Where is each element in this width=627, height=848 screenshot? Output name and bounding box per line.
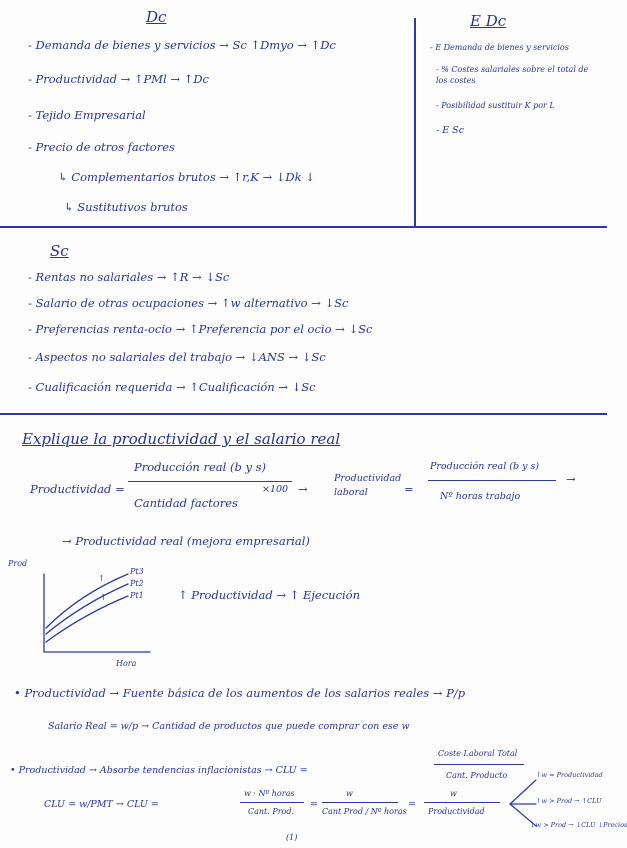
- formula-denominator: Cantidad factores: [134, 496, 238, 510]
- dc-sub-sustitutivos: ↳ Sustitutivos brutos: [64, 200, 188, 214]
- graph-up-arrow-2: ↑: [100, 593, 107, 602]
- clu-eq1: =: [310, 799, 318, 810]
- clu-frac3-den: Productividad: [428, 807, 485, 816]
- clu-numerator: Coste Laboral Total: [438, 749, 518, 758]
- clu-frac2-den: Cant Prod / Nº horas: [322, 807, 407, 816]
- dc-sub-complementarios: ↳ Complementarios brutos → ↑r,K → ↓Dk ↓: [58, 170, 315, 184]
- formula-denominator-2: Nº horas trabajo: [440, 491, 521, 502]
- sc-item-aspectos: - Aspectos no salariales del trabajo → ↓ANS → ↓Sc: [28, 350, 326, 364]
- formula-times-100: ×100: [262, 484, 289, 495]
- edc-item-sustituir: - Posibilidad sustituir K por L: [436, 101, 555, 110]
- sc-item-preferencias: - Preferencias renta-ocio → ↑Preferencia por el ocio → ↓Sc: [28, 322, 373, 336]
- bullet-fuente-salarios: • Productividad → Fuente básica de los aumentos de los salarios reales → P/p: [14, 686, 466, 700]
- productividad-note: → Productividad real (mejora empresarial): [62, 534, 310, 548]
- graph-label-pt3: Pt3: [130, 567, 144, 576]
- graph-label-pt1: Pt1: [130, 591, 144, 600]
- clu-frac1-den: Cant. Prod.: [248, 807, 295, 816]
- clu-line2-lhs: CLU = w/PMT → CLU =: [44, 799, 159, 810]
- dc-title: Dc: [146, 8, 167, 26]
- page-number: (1): [286, 833, 298, 842]
- section-title: Explique la productividad y el salario real: [22, 430, 341, 448]
- sc-title: Sc: [50, 242, 69, 260]
- edc-item-demanda: - E Demanda de bienes y servicios: [430, 43, 569, 52]
- clu-frac2-num: w: [346, 789, 353, 798]
- formula-prod-laboral: Productividad laboral: [334, 473, 402, 499]
- formula-arrow: →: [298, 482, 308, 496]
- clu-denominator: Cant. Producto: [446, 771, 508, 780]
- graph-x-label: Hora: [116, 659, 137, 668]
- formula-arrow-2: →: [566, 472, 576, 486]
- edc-title: E Dc: [470, 12, 507, 30]
- formula-lhs: Productividad =: [30, 482, 125, 496]
- dc-item-precio-factores: - Precio de otros factores: [28, 140, 175, 154]
- edc-item-costes: - % Costes salariales sobre el total de los costes: [436, 65, 589, 86]
- clu-eq2: =: [408, 799, 416, 810]
- dc-item-tejido: - Tejido Empresarial: [28, 108, 146, 122]
- graph-label-pt2: Pt2: [130, 579, 144, 588]
- edc-item-esc: - E Sc: [436, 125, 465, 136]
- branch-w-equal-prod: ↑w = Productividad: [536, 771, 603, 779]
- formula-numerator-2: Producción real (b y s): [430, 461, 540, 472]
- sc-item-rentas: - Rentas no salariales → ↑R → ↓Sc: [28, 270, 230, 284]
- clu-frac3-num: w: [450, 789, 457, 798]
- sc-item-cualificacion: - Cualificación requerida → ↑Cualificación → ↓Sc: [28, 380, 316, 394]
- clu-frac1-num: w · Nº horas: [244, 789, 295, 798]
- bullet-salario-real: Salario Real = w/p → Cantidad de productos que puede comprar con ese w: [48, 721, 410, 732]
- formula-equals: =: [404, 482, 414, 496]
- branch-line-top: [510, 780, 536, 804]
- formula-numerator: Producción real (b y s): [134, 460, 267, 474]
- graph-note: ↑ Productividad → ↑ Ejecución: [178, 588, 361, 602]
- branch-w-lower-prod: ↓w > Prod → ↓CLU ↓Precios: [530, 821, 627, 829]
- branch-w-greater-prod: ↑w > Prod → ↑CLU: [536, 797, 602, 805]
- sc-item-salario-otras: - Salario de otras ocupaciones → ↑w alternativo → ↓Sc: [28, 296, 349, 310]
- dc-item-demanda: - Demanda de bienes y servicios → Sc ↑Dmyo → ↑Dc: [28, 38, 336, 52]
- dc-item-productividad: - Productividad → ↑PMl → ↑Dc: [28, 72, 209, 86]
- bullet-absorbe-inflacion: • Productividad → Absorbe tendencias inflacionistas → CLU =: [10, 765, 308, 776]
- graph-y-label: Prod: [8, 559, 28, 568]
- graph-up-arrow-1: ↑: [98, 574, 105, 583]
